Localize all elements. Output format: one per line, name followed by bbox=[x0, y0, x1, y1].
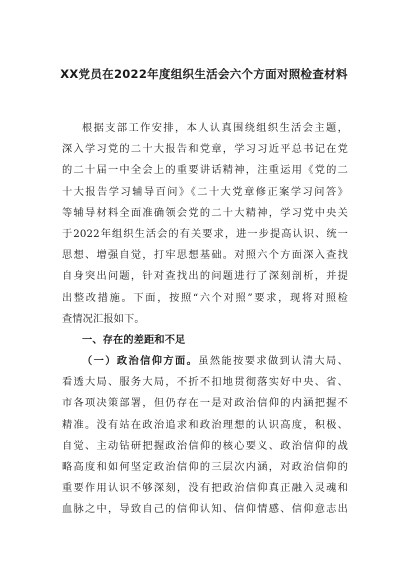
paragraph-line: 思想、增强自觉，打牢思想基础。对照六个方面深入查找 bbox=[62, 250, 348, 262]
paragraph-line: 自身突出问题，针对查找出的问题进行了深刻剖析，并提 bbox=[62, 271, 348, 283]
paragraph-line: 等辅导材料全面准确领会党的二十大精神，学习党中央关 bbox=[62, 207, 348, 219]
subsection-line: 精准。没有站在政治追求和政治理想的认识高度，积极、 bbox=[62, 419, 348, 431]
paragraph-line: 查情况汇报如下。 bbox=[62, 313, 145, 325]
paragraph-line: 于2022年组织生活会的有关要求，进一步提高认识、统一 bbox=[62, 228, 348, 240]
subsection-line: 自觉、主动钻研把握政治信仰的核心要义、政治信仰的战 bbox=[62, 440, 348, 452]
subsection-line: 市各项决策部署，但仍存在一是对政治信仰的内涵把握不 bbox=[62, 398, 348, 410]
document-title: XX党员在2022年度组织生活会六个方面对照检查材料 bbox=[60, 67, 348, 81]
subsection-first-line bbox=[62, 351, 348, 372]
paragraph-line: 的二十届一中全会上的重要讲话精神，注重运用《党的二 bbox=[62, 165, 348, 177]
subsection-heading: （一）政治信仰方面。 bbox=[82, 356, 199, 368]
document-body bbox=[62, 118, 348, 521]
subsection-first-line-text: 虽然能按要求做到认清大局、 bbox=[198, 356, 348, 368]
section-heading: 一、存在的差距和不足 bbox=[82, 334, 186, 346]
paragraph-line: 根据支部工作安排，本人认真围绕组织生活会主题， bbox=[82, 123, 348, 134]
subsection-line: 血脉之中，导致自己的信仰认知、信仰情感、信仰意志出 bbox=[62, 504, 348, 516]
paragraph-line: 出整改措施。下面，按照“六个对照”要求，现将对照检 bbox=[62, 292, 348, 304]
paragraph-line: 深入学习党的二十大报告和党章，学习习近平总书记在党 bbox=[62, 144, 348, 156]
subsection-line: 重要作用认识不够深刻，没有把政治信仰真正融入灵魂和 bbox=[62, 483, 348, 495]
paragraph-line: 十大报告学习辅导百问》《二十大党章修正案学习问答》 bbox=[62, 186, 348, 198]
subsection-line: 略高度和如何坚定政治信仰的三层次内涵，对政治信仰的 bbox=[62, 462, 348, 473]
subsection-line: 看透大局、服务大局，不折不扣地贯彻落实好中央、省、 bbox=[62, 377, 348, 389]
